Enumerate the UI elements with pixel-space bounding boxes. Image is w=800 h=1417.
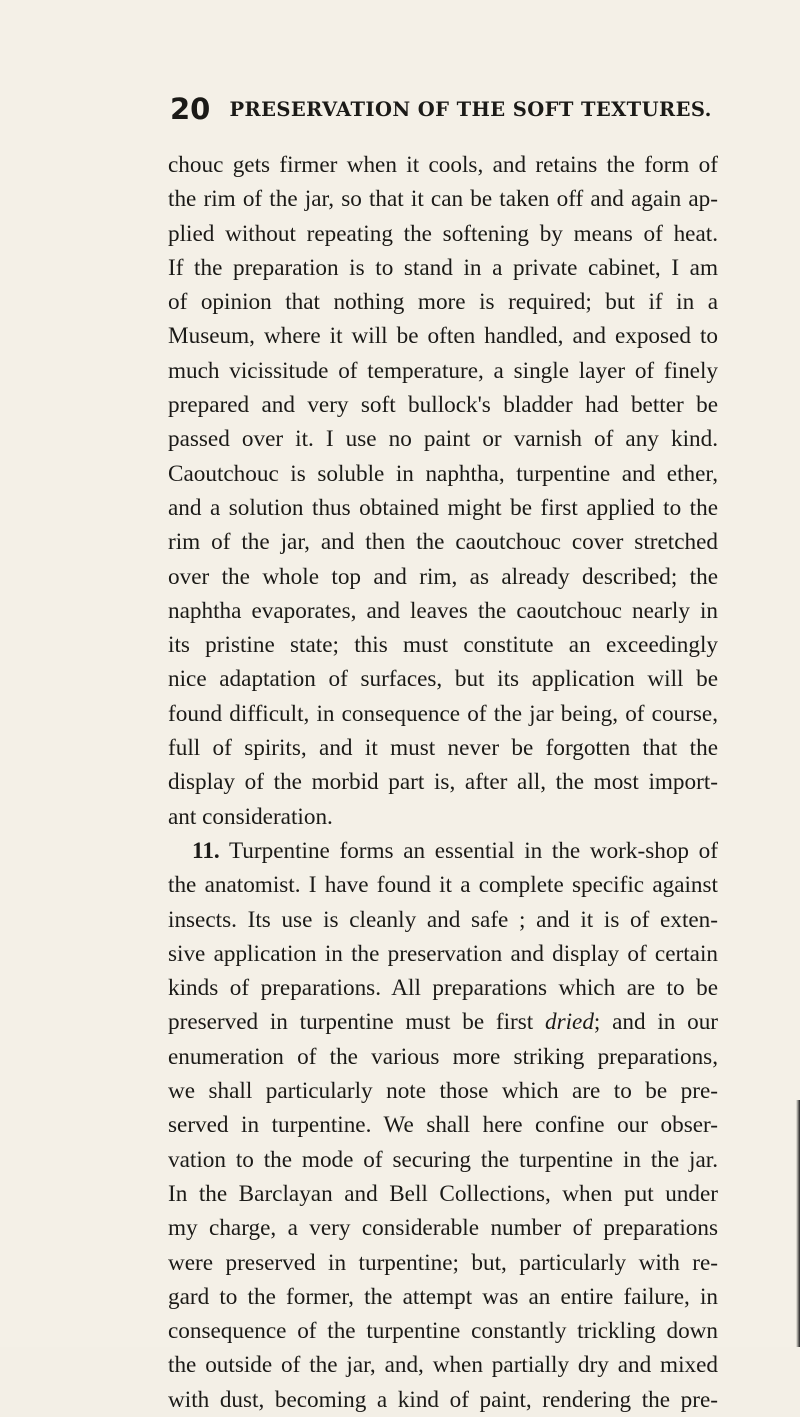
text-line: In the Barclayan and Bell Collections, when put under	[168, 1180, 718, 1207]
text-line: Caoutchouc is soluble in naphtha, turpentine and ether,	[168, 460, 718, 487]
text-line: sive application in the preservation and display of certain	[168, 940, 718, 967]
page-edge-shadow	[796, 1100, 800, 1347]
paragraph-11-first-line	[168, 834, 718, 868]
text-line: the rim of the jar, so that it can be taken off and again ap-	[168, 186, 718, 213]
text-line: consequence of the turpentine constantly trickling down	[168, 1318, 718, 1345]
text-line-with-emphasis	[168, 1005, 718, 1039]
text-line: kinds of preparations. All preparations which are to be	[168, 975, 718, 1002]
text-line: the outside of the jar, and, when partially dry and mixed	[168, 1352, 718, 1379]
text-line: my charge, a very considerable number of preparations	[168, 1215, 718, 1242]
section-number: 11.	[192, 837, 220, 864]
text-line: ant consideration.	[168, 803, 333, 830]
body-text	[168, 148, 718, 1417]
text-segment: ; and in our	[593, 1009, 719, 1036]
text-line: If the preparation is to stand in a private cabinet, I am	[168, 254, 718, 281]
text-line: over the whole top and rim, as already described; the	[168, 563, 718, 590]
text-line: display of the morbid part is, after all, the most import-	[168, 769, 718, 796]
text-line: Museum, where it will be often handled, and exposed to	[168, 323, 718, 350]
text-line: nice adaptation of surfaces, but its application will be	[168, 666, 718, 693]
text-line: with dust, becoming a kind of paint, rendering the pre-	[168, 1386, 718, 1413]
text-line: its pristine state; this must constitute an exceedingly	[168, 632, 718, 659]
text-line: passed over it. I use no paint or varnish of any kind.	[168, 426, 718, 453]
text-line: chouc gets firmer when it cools, and retains the form of	[168, 152, 718, 178]
text-line: the anatomist. I have found it a complete specific against	[168, 872, 718, 899]
text-line: vation to the mode of securing the turpentine in the jar.	[168, 1146, 718, 1173]
text-line: prepared and very soft bullock's bladder had better be	[168, 392, 718, 419]
text-segment: preserved in turpentine must be first	[168, 1009, 534, 1036]
page-number: 20	[170, 92, 211, 126]
text-line: and a solution thus obtained might be first applied to the	[168, 494, 718, 521]
paragraph-11-opening-text: Turpentine forms an essential in the work-shop of	[228, 837, 718, 864]
text-line: were preserved in turpentine; but, particularly with re-	[168, 1249, 718, 1276]
emphasized-word: dried	[544, 1009, 594, 1036]
text-line: rim of the jar, and then the caoutchouc cover stretched	[168, 529, 718, 556]
text-line: insects. Its use is cleanly and safe ; and it is of exten-	[168, 906, 718, 933]
text-line: gard to the former, the attempt was an entire failure, in	[168, 1283, 718, 1310]
text-line: served in turpentine. We shall here confine our obser-	[168, 1112, 718, 1139]
text-line: plied without repeating the softening by means of heat.	[168, 220, 718, 247]
text-line: we shall particularly note those which are to be pre-	[168, 1078, 718, 1105]
text-line: found difficult, in consequence of the jar being, of course,	[168, 700, 718, 727]
text-line: naphtha evaporates, and leaves the caoutchouc nearly in	[168, 597, 718, 624]
text-line: enumeration of the various more striking preparations,	[168, 1043, 718, 1070]
text-line: of opinion that nothing more is required; but if in a	[168, 289, 718, 316]
running-title: PRESERVATION OF THE SOFT TEXTURES.	[229, 98, 712, 121]
running-header	[170, 92, 712, 128]
text-line: much vicissitude of temperature, a single layer of finely	[168, 357, 718, 384]
text-line: full of spirits, and it must never be forgotten that the	[168, 735, 718, 762]
